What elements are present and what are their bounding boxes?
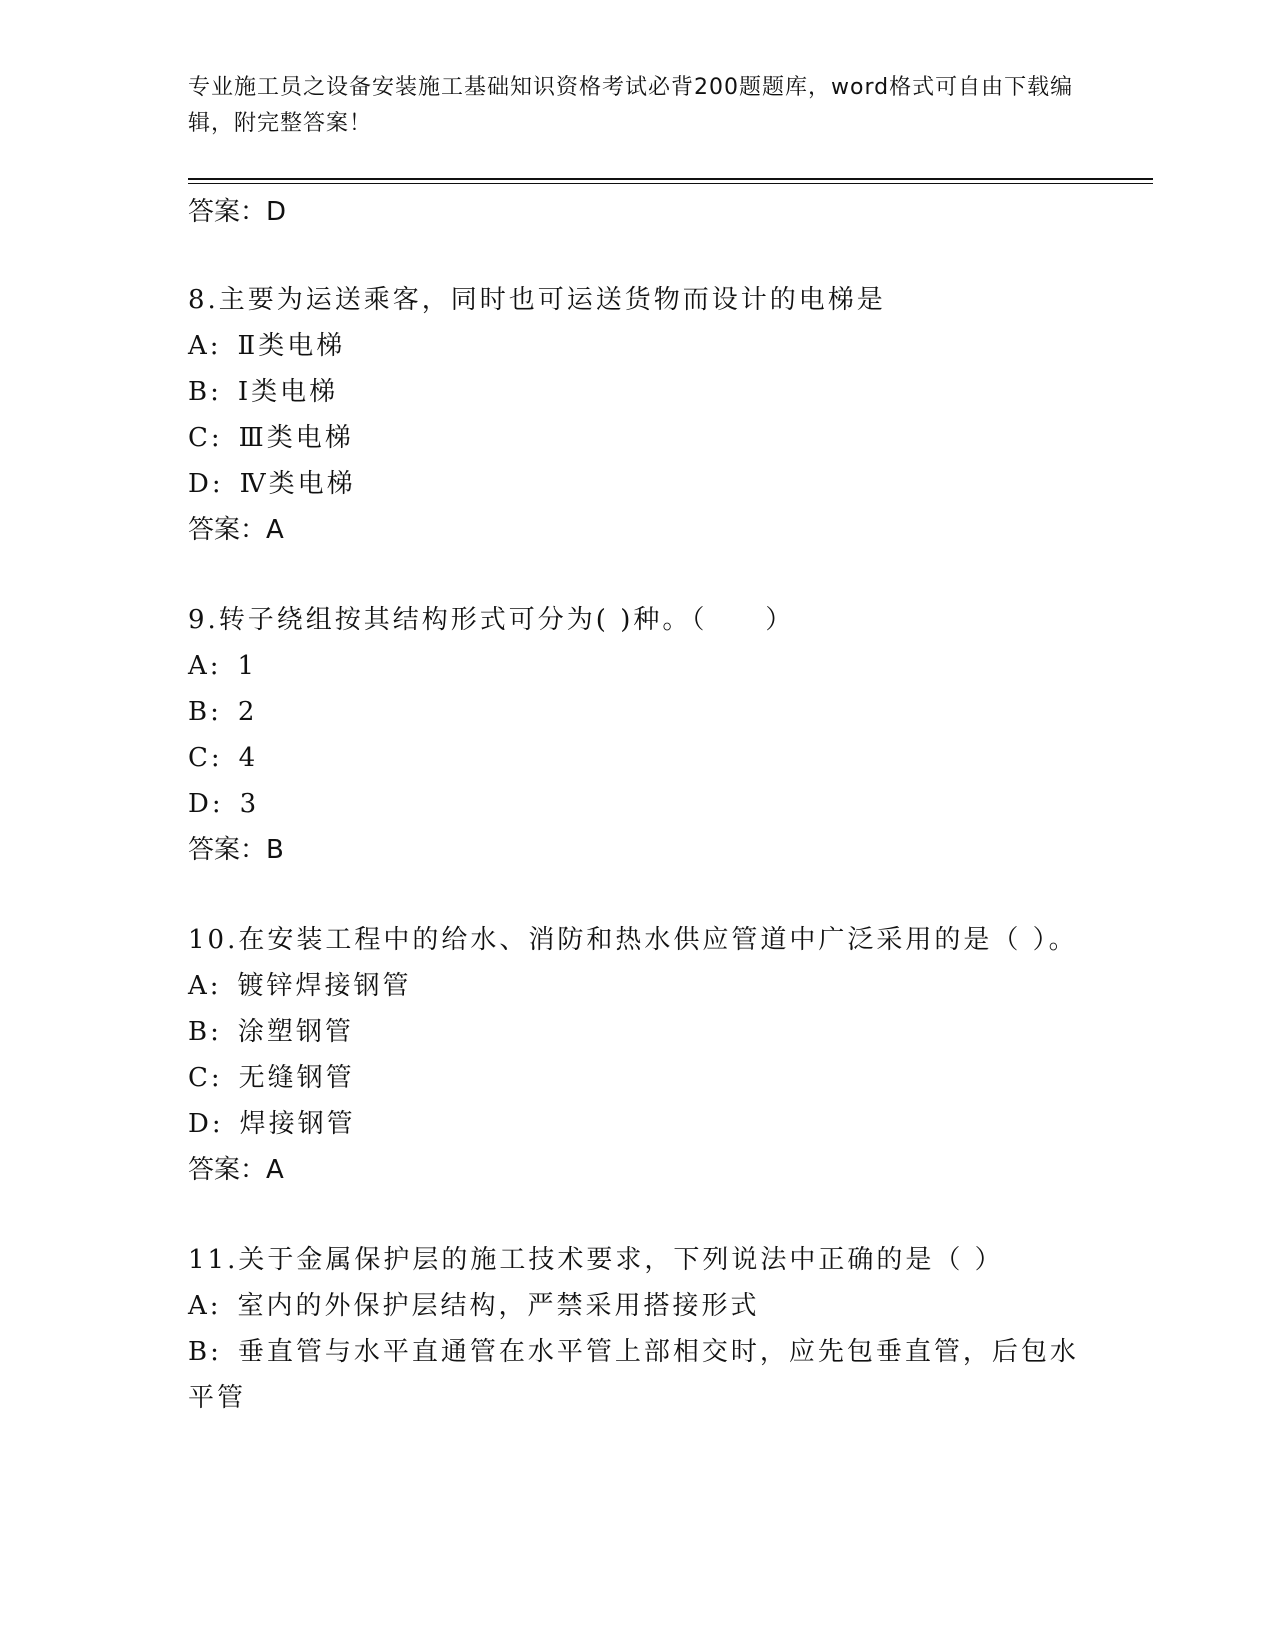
option-letter: B: xyxy=(188,1017,222,1047)
previous-answer: 答案：D xyxy=(188,197,287,227)
option-text: 室内的外保护层结构，严禁采用搭接形式 xyxy=(237,1291,760,1321)
option-letter: C: xyxy=(188,423,223,453)
option-letter: B: xyxy=(188,377,222,407)
option-letter: D: xyxy=(188,1109,224,1139)
option-letter: A: xyxy=(188,651,222,681)
option-text: Ⅲ类电梯 xyxy=(238,423,354,453)
option-a xyxy=(188,643,1088,689)
option-letter: A: xyxy=(188,331,222,361)
header-rule-thin xyxy=(188,183,1153,184)
option-a xyxy=(188,323,1088,369)
option-text: 2 xyxy=(237,697,258,727)
option-text: Ⅳ类电梯 xyxy=(239,469,356,499)
option-text: 无缝钢管 xyxy=(238,1063,355,1093)
option-text: Ⅰ类电梯 xyxy=(237,377,339,407)
question-8 xyxy=(188,278,1088,553)
option-d xyxy=(188,781,1088,827)
option-letter: B: xyxy=(188,697,222,727)
option-c xyxy=(188,1055,1088,1101)
option-letter: D: xyxy=(188,469,224,499)
question-stem: 9.转子绕组按其结构形式可分为( )种。（ ） xyxy=(188,605,795,635)
option-a xyxy=(188,1283,1088,1329)
option-text: 镀锌焊接钢管 xyxy=(237,971,412,1001)
option-b xyxy=(188,689,1088,735)
option-text: 涂塑钢管 xyxy=(237,1017,354,1047)
question-9 xyxy=(188,598,1088,873)
answer-line: 答案：B xyxy=(188,835,284,865)
option-d xyxy=(188,1101,1088,1147)
option-d xyxy=(188,461,1088,507)
option-letter: D: xyxy=(188,789,224,819)
answer-line: 答案：A xyxy=(188,1155,284,1185)
question-10 xyxy=(188,918,1088,1193)
option-text: Ⅱ类电梯 xyxy=(237,331,346,361)
answer-line: 答案：A xyxy=(188,515,284,545)
option-a xyxy=(188,963,1088,1009)
option-c xyxy=(188,415,1088,461)
question-list xyxy=(188,278,1088,1466)
option-letter: A: xyxy=(188,971,222,1001)
option-letter: C: xyxy=(188,743,223,773)
option-b xyxy=(188,369,1088,415)
option-letter: C: xyxy=(188,1063,223,1093)
header-rule-thick xyxy=(188,178,1153,180)
question-stem: 11.关于金属保护层的施工技术要求，下列说法中正确的是（ ） xyxy=(188,1245,1004,1275)
option-letter: B: xyxy=(188,1337,222,1367)
option-letter: A: xyxy=(188,1291,222,1321)
option-text: 焊接钢管 xyxy=(239,1109,356,1139)
option-c xyxy=(188,735,1088,781)
option-text: 3 xyxy=(239,789,260,819)
option-text: 1 xyxy=(237,651,258,681)
question-11 xyxy=(188,1238,1088,1421)
document-header: 专业施工员之设备安装施工基础知识资格考试必背200题题库，word格式可自由下载编辑，附完整答案！ xyxy=(188,75,1074,136)
option-text: 4 xyxy=(238,743,259,773)
question-stem: 8.主要为运送乘客，同时也可运送货物而设计的电梯是 xyxy=(188,285,886,315)
option-b xyxy=(188,1329,1088,1421)
question-stem: 10.在安装工程中的给水、消防和热水供应管道中广泛采用的是（ ）。 xyxy=(188,925,1078,955)
option-b xyxy=(188,1009,1088,1055)
option-text: 垂直管与水平直通管在水平管上部相交时，应先包垂直管，后包水平管 xyxy=(188,1337,1079,1413)
